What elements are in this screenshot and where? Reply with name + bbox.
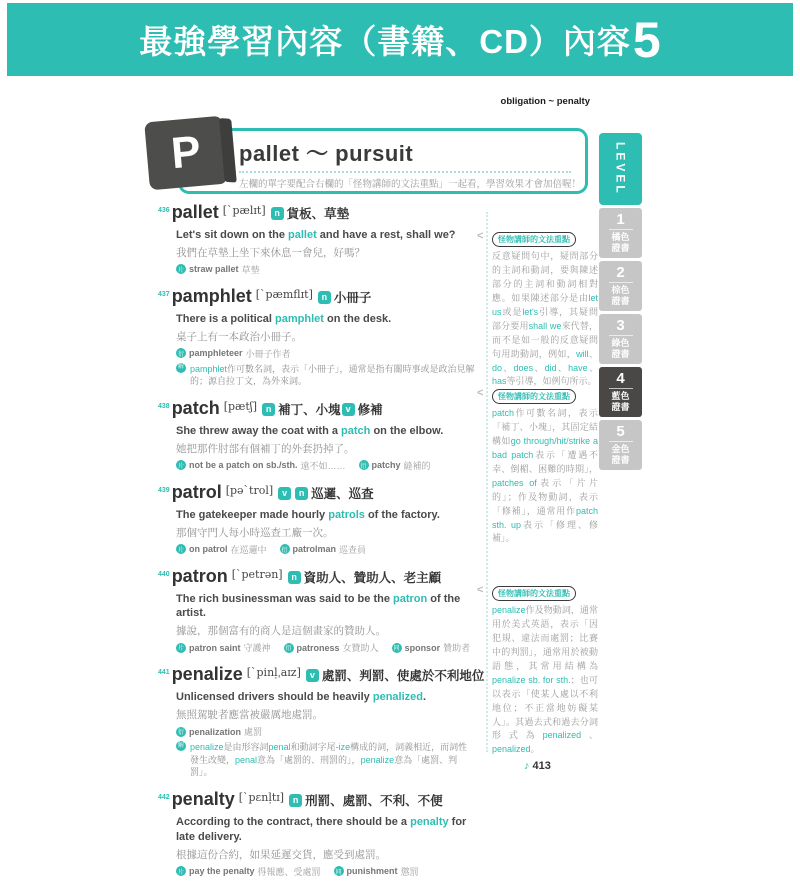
text-run: 構成的詞，詞義相近，而詞性發生改變，	[190, 742, 468, 765]
text-run: Let's sit down on the	[176, 229, 289, 241]
related-words-row	[176, 641, 484, 654]
entry-number: 436	[158, 207, 170, 214]
text-run: 作可數名詞，表示「小冊子」，通常是指有關時事或是政治見解的；源自拉丁文，為外來詞。	[190, 363, 475, 387]
grammar-note-text	[492, 250, 598, 389]
definition: 巡邏、巡查	[311, 486, 374, 501]
text-run: According to the contract, there should be a	[176, 815, 411, 828]
level-tab-number: 4	[609, 371, 633, 389]
grammar-note-box	[477, 229, 598, 389]
example-chinese: 據說，那個富有的商人是這個畫家的贊助人。	[176, 625, 386, 638]
note-pointer-chevron-icon: <	[477, 230, 484, 242]
example-english	[176, 424, 484, 439]
usage-note-text	[190, 363, 476, 388]
related-word-english: sponsor	[404, 642, 441, 653]
related-word-chinese: 草墊	[241, 264, 260, 275]
related-word-english: patron saint	[189, 642, 241, 653]
part-of-speech-badge: n	[288, 571, 301, 584]
highlight-keyword: pallet	[288, 229, 317, 241]
related-word-item	[359, 459, 431, 472]
text-run: She threw away the coat with a	[176, 424, 342, 437]
highlight-keyword: go through/hit/strike a bad patch	[492, 435, 598, 460]
text-run: 、	[588, 348, 598, 359]
related-word-chinese: 小冊子作者	[245, 348, 291, 359]
phonetic: [ˋpæmflɪt]	[255, 287, 313, 301]
example-english	[176, 228, 484, 243]
definition: 資助人、贊助人、老主顧	[303, 570, 442, 585]
highlight-keyword: patrols	[328, 508, 365, 521]
related-words-row	[176, 263, 484, 276]
example-chinese: 無照駕駛者應當被嚴厲地處罰。	[176, 709, 323, 722]
related-words-row	[176, 543, 484, 556]
highlight-keyword: shall we	[528, 320, 562, 331]
phrase-icon: 片	[176, 643, 186, 653]
highlight-keyword: penal	[235, 754, 258, 765]
related-word-item	[334, 865, 419, 878]
phonetic: [pəˋtrol]	[225, 483, 274, 497]
text-run: and have a rest, shall we?	[316, 229, 456, 241]
example-chinese: 桌子上有一本政治小冊子。	[176, 330, 302, 343]
phonetic: [ˋpetrən]	[231, 567, 283, 581]
definition: 貨板、草墊	[286, 207, 350, 221]
entry-head	[158, 788, 484, 815]
highlight-keyword: penalty	[410, 815, 449, 828]
text-run: 、	[556, 362, 569, 373]
level-tab-label: 綠色證書	[611, 338, 630, 359]
highlight-keyword: penal	[268, 742, 291, 753]
text-run: 是由形容詞	[223, 742, 269, 753]
definition: 補丁、小塊	[278, 402, 341, 417]
highlight-keyword: pamphlet	[190, 363, 228, 374]
text-run: 作及物動詞，通常用於美式英語，表示「因犯規、違法而處罰；比賽中的判罰」，通常用於被動語態，其常用結構為	[492, 605, 598, 671]
level-tab-label: 棕色證書	[611, 285, 630, 306]
derivative-icon: 衍	[176, 727, 186, 737]
related-word-item	[176, 865, 321, 878]
highlight-keyword: penalized	[492, 744, 531, 755]
related-word-english: pamphleteer	[189, 348, 243, 359]
related-word-chinese: 得報應、受處罰	[257, 866, 321, 877]
synonym-icon: 同	[334, 866, 344, 876]
level-tab-label: 金色證書	[611, 444, 630, 465]
headword: penalize	[171, 664, 243, 685]
highlight-keyword: let us	[492, 292, 598, 317]
text-run: of the factory.	[364, 508, 440, 521]
related-word-chinese: 巡查員	[339, 544, 367, 555]
grammar-note-header: 怪物講師的文法重點	[492, 586, 576, 601]
part-of-speech-badge: n	[262, 403, 275, 416]
headword: penalty	[171, 788, 235, 809]
level-tab-4	[599, 367, 642, 417]
level-tab-2	[599, 261, 642, 311]
highlight-keyword: penalize	[190, 742, 224, 753]
highlight-keyword: penalized	[542, 730, 582, 741]
title-dotted-divider	[239, 171, 571, 173]
derivative-icon: 衍	[359, 460, 369, 470]
level-tabs	[599, 208, 642, 470]
banner-number: 5	[632, 11, 661, 68]
level-tab-number: 5	[609, 424, 633, 442]
related-word-item	[176, 347, 291, 360]
highlight-keyword: do	[492, 362, 503, 373]
phonetic: [ˋpɛnḷtɪ]	[238, 790, 285, 804]
text-run: 和動詞字尾	[290, 742, 336, 753]
level-rail	[599, 133, 642, 470]
note-icon: 解	[176, 363, 186, 373]
phonetic: [ˋpinḷˌaɪz]	[246, 666, 301, 680]
definition: 修補	[357, 402, 383, 417]
vocab-entry	[158, 663, 484, 779]
example-english	[176, 312, 484, 327]
note-icon: 解	[176, 741, 186, 751]
entry-head	[158, 285, 484, 312]
grammar-note-text	[492, 407, 598, 546]
headword: patron	[171, 565, 228, 586]
section-subtitle: 左欄的單字要配合右欄的「怪物講師的文法重點」一起看，學習效果才會加倍喔！	[239, 179, 582, 190]
vocab-entry	[158, 481, 484, 556]
related-word-english: penalization	[189, 726, 242, 737]
text-run: 。	[530, 744, 540, 755]
example-english	[176, 690, 484, 705]
vocab-entry	[158, 565, 484, 655]
text-run: 、	[587, 362, 598, 373]
entry-head	[158, 201, 484, 228]
example-chinese: 她把那件肘部有個補丁的外套扔掉了。	[176, 442, 355, 455]
text-run: for late delivery.	[176, 815, 467, 843]
highlight-keyword: did	[544, 362, 557, 373]
example-chinese: 根據這份合約，如果延遲交貨，應受到處罰。	[176, 848, 386, 861]
example-chinese: 那個守門人每小時巡查工廠一次。	[176, 526, 334, 539]
related-word-english: straw pallet	[189, 264, 239, 275]
part-of-speech-badge: v	[342, 403, 355, 416]
level-tab-number: 1	[609, 212, 633, 230]
text-run: on the elbow.	[370, 424, 444, 437]
related-word-english: punishment	[346, 866, 398, 877]
highlight-keyword: penalize	[492, 605, 526, 615]
related-word-item	[176, 725, 262, 738]
highlight-keyword: penalize sb. for sth.	[492, 674, 571, 685]
highlight-keyword: will	[576, 348, 589, 359]
related-word-item	[176, 263, 260, 276]
level-tab-number: 2	[609, 265, 633, 283]
bookmark-shape	[144, 116, 228, 191]
level-tab-number: 3	[609, 318, 633, 336]
highlight-keyword: penalize	[360, 754, 395, 765]
section-bookmark-icon	[141, 113, 237, 195]
definition: 處罰、判罰、使處於不利地位	[321, 669, 485, 684]
highlight-keyword: has	[492, 376, 507, 387]
grammar-note-text	[492, 604, 598, 757]
related-words-row	[176, 725, 484, 738]
text-run: 引導，其疑問部分要用	[492, 306, 598, 331]
related-word-item	[176, 543, 267, 556]
text-run: 反意疑問句中，疑問部分的主詞和動詞，要與陳述部分的主詞和動詞相對應。如果陳述部分是由	[492, 251, 598, 303]
highlight-keyword: patches of	[492, 477, 537, 488]
related-word-english: on patrol	[189, 544, 228, 555]
related-word-english: patrolman	[292, 544, 337, 555]
note-pointer-chevron-icon: <	[477, 584, 484, 596]
text-run: 表示「片片的」；作及物動詞，表示「修補」，通常用作	[492, 477, 598, 516]
vocab-entries	[158, 201, 484, 887]
example-english	[176, 592, 484, 622]
related-word-chinese: 懲罰	[400, 866, 419, 877]
related-words-row	[176, 347, 484, 360]
derivative-icon: 衍	[176, 348, 186, 358]
usage-note-line	[176, 741, 476, 779]
example-english	[176, 815, 484, 845]
related-word-chinese: 縫補的	[403, 460, 431, 471]
entry-head	[158, 481, 484, 508]
related-word-english: not be a patch on sb./sth.	[189, 460, 298, 471]
text-run: 、	[533, 362, 545, 373]
usage-note-text	[190, 741, 476, 779]
text-run: of the artist.	[176, 592, 461, 620]
highlight-keyword: patch	[341, 424, 371, 437]
entry-head	[158, 565, 484, 592]
text-run: 或是	[501, 306, 523, 317]
phrase-icon: 片	[176, 866, 186, 876]
text-run: The gatekeeper made hourly	[176, 508, 329, 521]
related-word-chinese: 在巡邏中	[230, 544, 267, 555]
entry-head	[158, 397, 484, 424]
text-run: ；也可以表示「使某人處以不利地位；不正當地妨礙某人」。其過去式和過去分詞形式為	[492, 674, 598, 741]
text-run: 表示「遭遇不幸、倒楣、困難的時期」，	[492, 449, 598, 474]
entry-head	[158, 663, 484, 690]
highlight-keyword: -ize	[335, 742, 351, 753]
related-word-chinese: 女贊助人	[342, 643, 379, 654]
section-title-box	[178, 128, 588, 194]
page-number: 413	[532, 760, 551, 772]
vocab-entry	[158, 285, 484, 388]
highlight-keyword: have	[568, 362, 588, 373]
text-run: Unlicensed drivers should be heavily	[176, 691, 373, 704]
part-of-speech-badge: v	[306, 669, 319, 682]
related-word-item	[392, 641, 471, 654]
banner-title: 最強學習內容（書籍、CD）內容	[139, 23, 631, 60]
level-tab-5	[599, 420, 642, 470]
headword: pallet	[171, 202, 219, 222]
example-english	[176, 508, 484, 523]
highlight-keyword: patch	[492, 408, 515, 418]
related-word-chinese: 守護神	[243, 643, 271, 654]
highlight-keyword: patron	[393, 592, 428, 605]
usage-note-line	[176, 363, 476, 388]
text-run: There is a political	[176, 312, 276, 325]
related-words-row	[176, 865, 484, 878]
text-run: 來代替，而不是如一般的反意疑問句用助動詞，例如，	[492, 320, 598, 359]
highlight-keyword: does	[513, 362, 534, 373]
highlight-keyword: patch sth. up	[492, 505, 598, 530]
related-word-english: pay the penalty	[189, 866, 255, 877]
part-of-speech-badge: n	[318, 291, 331, 304]
part-of-speech-badge: n	[271, 207, 284, 220]
text-run: 意為「處罰、判罰」。	[190, 754, 458, 778]
level-tab-label: 橘色證書	[611, 232, 630, 253]
entry-number: 441	[158, 669, 170, 677]
related-word-english: patchy	[371, 460, 401, 471]
text-run: The rich businessman was said to be the	[176, 592, 394, 605]
related-word-chinese: 遠不如……	[300, 460, 346, 471]
entry-number: 440	[158, 570, 170, 578]
related-word-chinese: 贊助者	[443, 643, 471, 654]
text-run: on the desk.	[323, 312, 392, 325]
grammar-note-header: 怪物講師的文法重點	[492, 232, 576, 247]
music-note-icon: ♪	[524, 760, 530, 772]
level-rail-header-label: LEVEL	[613, 142, 628, 196]
text-run: .	[422, 691, 427, 704]
synonym-icon: 同	[392, 643, 402, 653]
headword: patch	[171, 397, 220, 418]
text-run: 、	[502, 362, 514, 373]
text-run: 意為「處罰的、刑罰的」，	[257, 754, 361, 765]
entry-number: 442	[158, 793, 170, 801]
top-banner	[7, 3, 793, 76]
grammar-note-header: 怪物講師的文法重點	[492, 389, 576, 404]
column-dotted-divider	[486, 212, 488, 752]
phrase-icon: 片	[176, 264, 186, 274]
related-word-item	[284, 641, 379, 654]
example-chinese: 我們在草墊上坐下來休息一會兒，好嗎？	[176, 246, 365, 259]
text-run: 表示「修理、修補」。	[492, 519, 598, 544]
grammar-note-box	[477, 386, 598, 546]
related-word-item	[176, 641, 271, 654]
phonetic: [pætʃ]	[223, 399, 258, 413]
definition: 刑罰、處罰、不利、不便	[305, 793, 443, 808]
level-tab-1	[599, 208, 642, 258]
part-of-speech-badge: v	[278, 487, 291, 500]
note-pointer-chevron-icon: <	[477, 387, 484, 399]
derivative-icon: 衍	[280, 544, 290, 554]
text-run: 作可數名詞，表示「補丁、小塊」，其固定結構如	[492, 408, 598, 446]
level-tab-label: 藍色證書	[611, 391, 630, 412]
text-run: 、	[581, 730, 598, 741]
part-of-speech-badge: n	[295, 487, 308, 500]
related-words-row	[176, 459, 484, 472]
highlight-keyword: pamphlet	[275, 312, 324, 325]
vocab-entry	[158, 201, 484, 276]
section-title: pallet ～ pursuit	[239, 141, 414, 166]
phrase-icon: 片	[176, 460, 186, 470]
entry-number: 439	[158, 486, 170, 494]
related-word-item	[176, 459, 346, 472]
vocab-entry	[158, 788, 484, 878]
phonetic: [ˋpælɪt]	[222, 204, 266, 217]
grammar-note-box	[477, 583, 598, 757]
entry-number: 437	[158, 290, 170, 298]
phrase-icon: 片	[176, 544, 186, 554]
highlight-keyword: let's	[522, 306, 539, 317]
related-word-chinese: 處罰	[244, 727, 263, 738]
part-of-speech-badge: n	[289, 794, 302, 807]
section-letter: P	[169, 126, 203, 179]
definition: 小冊子	[333, 290, 372, 305]
vocab-entry	[158, 397, 484, 472]
derivative-icon: 衍	[284, 643, 294, 653]
headword: pamphlet	[171, 285, 252, 306]
related-word-english: patroness	[296, 642, 340, 653]
headword: patrol	[171, 481, 222, 502]
entry-number: 438	[158, 402, 170, 410]
page-word-range: obligation ~ penalty	[500, 96, 590, 107]
level-tab-3	[599, 314, 642, 364]
text-run: 等引導，如例句所示。	[506, 376, 597, 387]
level-rail-header	[599, 133, 642, 205]
highlight-keyword: penalized	[372, 691, 423, 704]
related-word-item	[280, 543, 367, 556]
page-footer	[524, 760, 551, 772]
